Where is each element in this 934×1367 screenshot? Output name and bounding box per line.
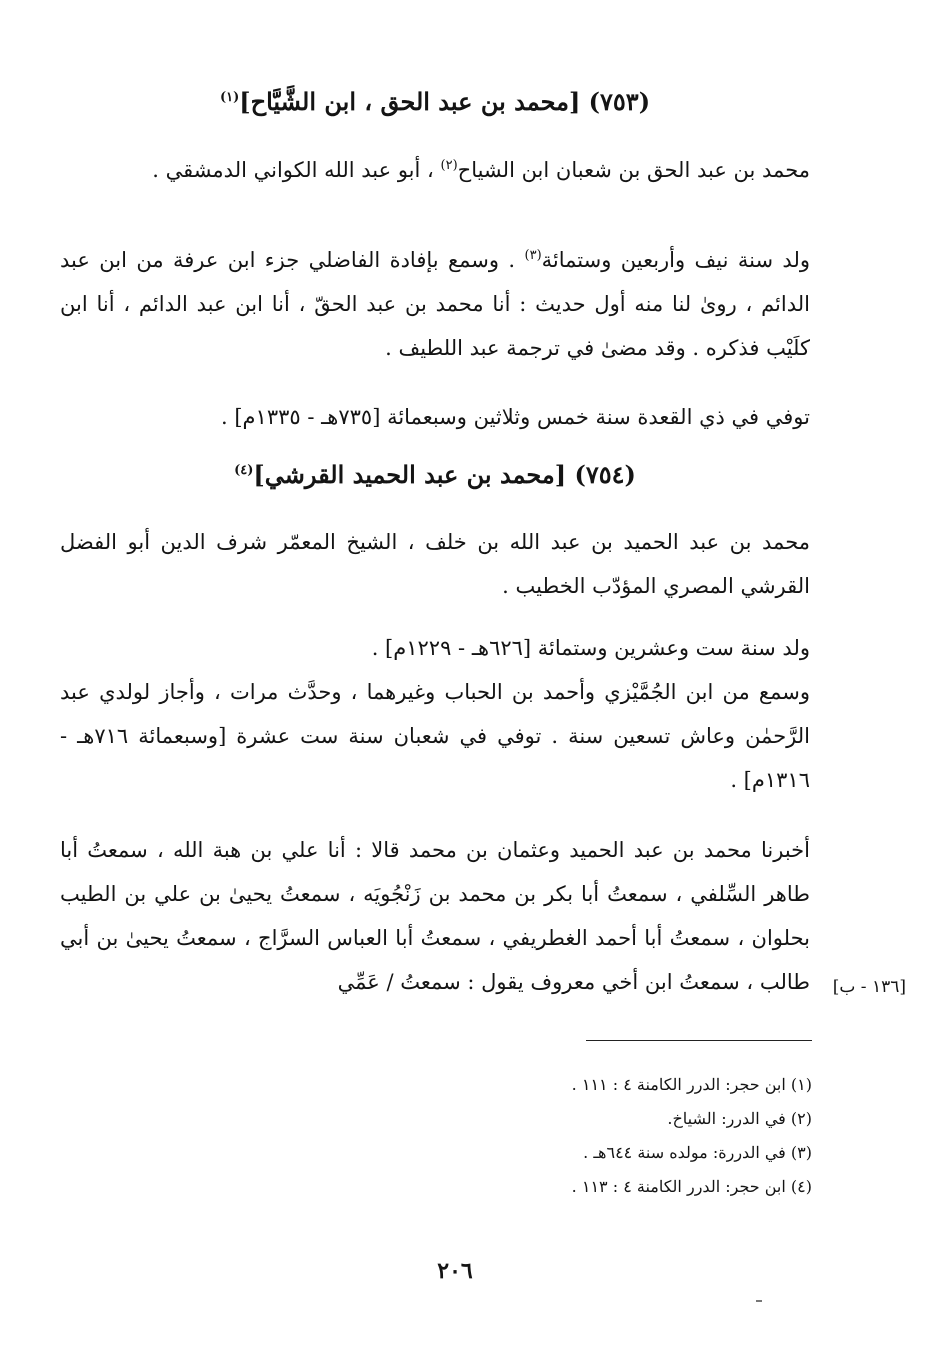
footnote-1: (١) ابن حجر: الدرر الكامنة ٤ : ١١١ .: [571, 1075, 812, 1094]
paragraph-text: ولد سنة ست وعشرين وستمائة [٦٢٦هـ - ١٢٢٩م] .: [371, 636, 810, 660]
footnote-ref: (٣): [524, 248, 542, 263]
entry-754-para-2: [60, 626, 810, 670]
paragraph-text: محمد بن عبد الحميد بن عبد الله بن خلف ، الشيخ المعمّر شرف الدين أبو الفضل القرشي المصري المؤدّب الخطيب .: [60, 530, 810, 598]
footnote-4: (٤) ابن حجر: الدرر الكامنة ٤ : ١١٣ .: [571, 1177, 812, 1196]
paragraph-text: توفي في ذي القعدة سنة خمس وثلاثين وسبعمائة [٧٣٥هـ - ١٣٣٥م] .: [221, 405, 810, 429]
paragraph-text: وسمع من ابن الجُمَّيْزي وأحمد بن الحباب وغيرهما ، وحدَّث مرات ، وأجاز لولدي عبد الرَّحمٰن وعاش تسعين سنة . توفي في شعبان سنة ست عشرة [وسبعمائة ٧١٦هـ - ١٣١٦م] .: [60, 680, 810, 792]
paragraph-text: أخبرنا محمد بن عبد الحميد وعثمان بن محمد قالا : أنا علي بن هبة الله ، سمعتُ أبا طاهر السِّلفي ، سمعتُ أبا بكر بن محمد بن زَنْجُويَه ، سمعتُ يحيىٰ بن علي بن الطيب بحلوان ، سمعتُ أبا أحمد الغطريفي ، سمعتُ أبا العباس السرَّاج ، سمعتُ يحيىٰ بن أبي طالب ، سمعتُ ابن أخي معروف يقول : سمعتُ / عَمِّي: [60, 838, 810, 994]
footnote-2: (٢) في الدرر: الشياخ.: [667, 1109, 812, 1128]
paragraph-text: ولد سنة نيف وأربعين وستمائة: [541, 248, 810, 272]
entry-754-para-4: [60, 828, 810, 1004]
footnote-ref: (٤): [234, 463, 254, 478]
entry-754-para-1: [60, 520, 810, 608]
entry-title: [محمد بن عبد الحق ، ابن الشَّيَّاح]: [239, 87, 581, 116]
paragraph-text: محمد بن عبد الحق بن شعبان ابن الشياح: [457, 158, 810, 182]
footnote-ref: (٢): [440, 158, 458, 173]
entry-title: [محمد بن عبد الحميد القرشي]: [253, 460, 567, 489]
footnote-divider: [586, 1040, 812, 1041]
entry-754-para-3: [60, 670, 810, 802]
scan-speck: [756, 1300, 762, 1302]
entry-753-para-2: [60, 238, 810, 370]
page-number: ٢٠٦: [437, 1258, 473, 1284]
entry-number: (٧٥٣): [588, 87, 651, 116]
margin-folio-note: [١٣٦ - ب]: [832, 977, 906, 997]
footnotes: [300, 1068, 812, 1204]
entry-heading-753: [60, 82, 810, 122]
footnote-3: (٣) في الدررة: مولده سنة ٦٤٤هـ .: [583, 1143, 812, 1162]
paragraph-text: ، أبو عبد الله الكواني الدمشقي .: [152, 158, 441, 182]
paragraph-text: . وسمع بإفادة الفاضلي جزء ابن عرفة من ابن عبد الدائم ، روىٰ لنا منه أول حديث : أنا محمد بن عبد الحقّ ، أنا ابن عبد الدائم ، أنا ابن كلَيْب فذكره . وقد مضىٰ في ترجمة عبد اللطيف .: [60, 248, 810, 360]
entry-753-para-3: [60, 395, 810, 439]
footnote-ref: (١): [219, 90, 240, 105]
entry-number: (٧٥٤): [574, 460, 636, 489]
entry-753-para-1: [60, 148, 810, 192]
entry-heading-754: [60, 455, 810, 495]
